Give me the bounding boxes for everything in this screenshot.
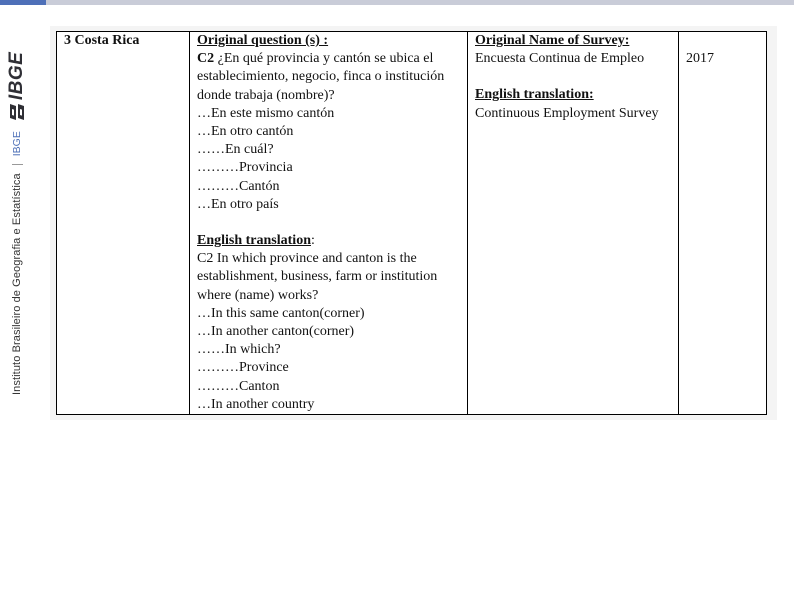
- top-bar: [0, 0, 794, 5]
- translation-option: …In another country: [197, 396, 315, 412]
- sidebar: [0, 5, 48, 595]
- brand-separator: [12, 164, 23, 165]
- question-option: ………Provincia: [197, 160, 293, 176]
- translation-heading-line: [197, 232, 460, 250]
- spacer: [475, 68, 671, 86]
- question-body: ¿En qué provincia y cantón se ubica el establecimiento, negocio, finca o institución donde trabaja (nombre)?: [197, 51, 445, 103]
- ibge-logo: [6, 52, 28, 121]
- survey-cell: [468, 32, 679, 415]
- question-code: C2: [197, 51, 215, 67]
- translation-option: …In another canton(corner): [197, 324, 355, 340]
- translation-option: ……In which?: [197, 342, 281, 358]
- question-option: …En otro cantón: [197, 124, 294, 140]
- translation-option: ………Province: [197, 360, 289, 376]
- table-row: [57, 32, 767, 415]
- country-cell: [57, 32, 190, 415]
- year-cell: [679, 32, 767, 415]
- survey-translation-heading: English translation:: [475, 87, 594, 103]
- original-question-text: [197, 50, 460, 105]
- original-question-heading: Original question (s) :: [197, 33, 329, 48]
- survey-table: [56, 31, 767, 415]
- spacer: [197, 214, 460, 232]
- question-option: …En otro país: [197, 196, 279, 212]
- survey-year: 2017: [686, 51, 714, 66]
- ibge-logo-icon: [9, 103, 25, 121]
- translation-option: …In this same canton(corner): [197, 305, 365, 321]
- survey-name-heading: Original Name of Survey:: [475, 33, 630, 48]
- survey-name: Encuesta Continua de Empleo: [475, 51, 645, 67]
- translation-heading-suffix: :: [310, 233, 315, 249]
- question-option: ……En cuál?: [197, 142, 274, 158]
- country-name: 3 Costa Rica: [64, 33, 140, 48]
- institute-short-name: IBGE: [11, 131, 23, 157]
- question-option: …En este mismo cantón: [197, 105, 335, 121]
- question-cell: [190, 32, 468, 415]
- translation-heading: English translation: [197, 233, 311, 249]
- ibge-logo-text: IBGE: [6, 51, 27, 101]
- survey-translation: Continuous Employment Survey: [475, 105, 659, 121]
- institute-name: Instituto Brasileiro de Geografia e Estatística: [11, 173, 23, 395]
- translation-option: ………Canton: [197, 378, 280, 394]
- translation-text: C2 In which province and canton is the establishment, business, farm or institution where (name) works?: [197, 251, 438, 303]
- brand: [6, 52, 28, 395]
- question-option: ………Cantón: [197, 178, 280, 194]
